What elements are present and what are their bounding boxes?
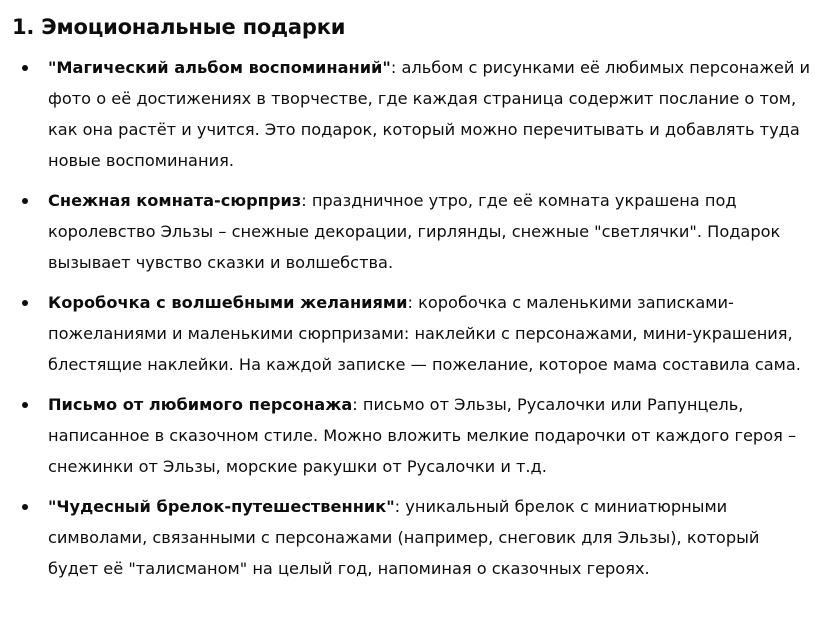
gift-title: "Магический альбом воспоминаний": [48, 58, 391, 77]
title-separator: :: [407, 293, 419, 312]
list-item: [12, 389, 812, 482]
section-heading: 1. Эмоциональные подарки: [12, 15, 346, 39]
title-separator: :: [394, 497, 406, 516]
gift-list: [12, 52, 812, 584]
gift-description: праздничное утро, где её комната украшена под королевство Эльзы – снежные декорации, гирлянды, снежные "светлячки". Подарок вызывает чувство сказки и волшебства.: [48, 191, 781, 272]
bullet-icon: [22, 504, 28, 510]
list-item: [12, 185, 812, 278]
title-separator: :: [390, 58, 402, 77]
title-separator: :: [301, 191, 312, 210]
bullet-icon: [22, 198, 28, 204]
list-item: [12, 287, 812, 380]
list-item: [12, 52, 812, 176]
gift-description: уникальный брелок с миниатюрными символами, связанными с персонажами (например, снеговик для Эльзы), который будет её "талисманом" на целый год, напоминая о сказочных героях.: [48, 497, 760, 578]
bullet-icon: [22, 65, 28, 71]
gift-description: письмо от Эльзы, Русалочки или Рапунцель, написанное в сказочном стиле. Можно вложить мелкие подарочки от каждого героя – снежинки от Эльзы, морские ракушки от Русалочки и т.д.: [48, 395, 797, 476]
gift-title: Письмо от любимого персонажа: [48, 395, 353, 414]
gift-description: коробочка с маленькими записками-пожеланиями и маленькими сюрпризами: наклейки с персонажами, мини-украшения, блестящие наклейки. На каждой записке — пожелание, которое мама составила сама.: [48, 293, 801, 374]
bullet-icon: [22, 300, 28, 306]
title-separator: :: [352, 395, 363, 414]
gift-description: альбом с рисунками её любимых персонажей и фото о её достижениях в творчестве, где каждая страница содержит послание о том, как она растёт и учится. Это подарок, который можно перечитывать и добавлять туда новые воспоминания.: [48, 58, 811, 170]
bullet-icon: [22, 402, 28, 408]
gift-title: "Чудесный брелок-путешественник": [48, 497, 395, 516]
gift-title: Коробочка с волшебными желаниями: [48, 293, 408, 312]
list-item: [12, 491, 812, 584]
gift-title: Снежная комната-сюрприз: [48, 191, 302, 210]
